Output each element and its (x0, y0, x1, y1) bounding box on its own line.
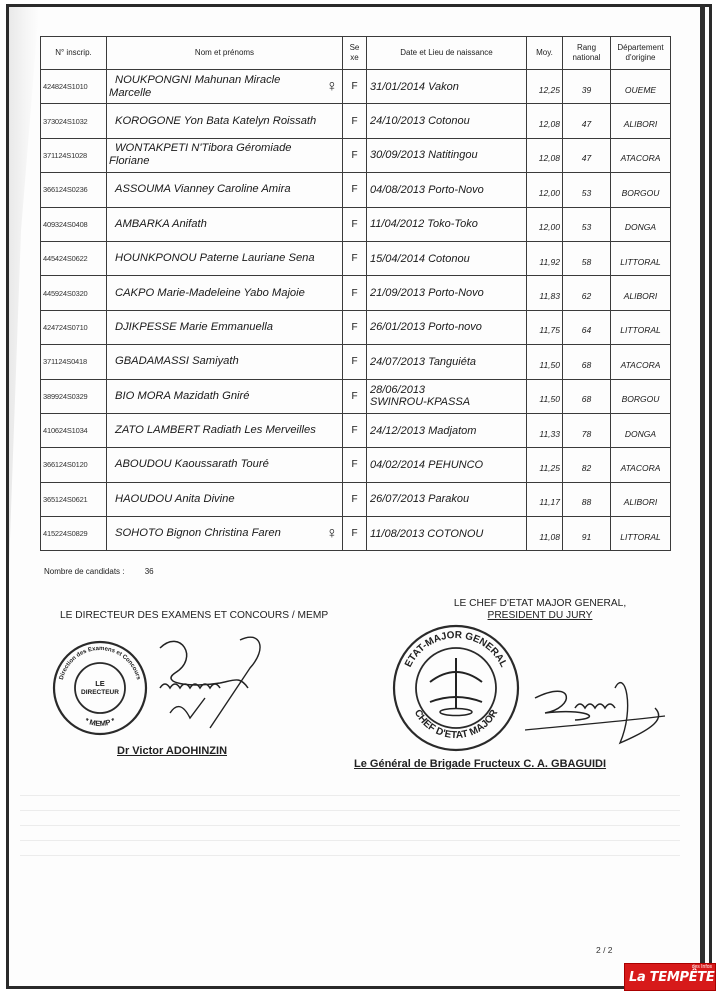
right-title-line-1: LE CHEF D'ETAT MAJOR GENERAL, (453, 598, 627, 609)
sex: F (343, 448, 367, 482)
birth-date-line-1: 04/08/2013 Porto-Novo (370, 183, 484, 196)
department: LITTORAL (611, 241, 671, 275)
average-score: 11,92 (527, 241, 563, 275)
candidate-count (44, 567, 154, 576)
director-stamp-le: LE (95, 679, 105, 688)
national-rank: 47 (563, 104, 611, 138)
chief-stamp-rings (392, 624, 520, 752)
candidate-name-line-1: SOHOTO Bignon Christina Faren (115, 527, 281, 540)
candidate-name (107, 70, 343, 104)
table-row (41, 241, 671, 275)
la-tempete-logo (624, 963, 716, 991)
candidate-name-wrap (115, 424, 338, 437)
birth-date-line-1: 24/12/2013 Madjatom (370, 424, 477, 437)
birth-date-place (367, 276, 527, 310)
candidate-name-line-1: DJIKPESSE Marie Emmanuella (115, 320, 273, 333)
department: ALIBORI (611, 482, 671, 516)
director-stamp-directeur: DIRECTEUR (81, 689, 119, 696)
birth-date-place (367, 482, 527, 516)
average-score: 11,33 (527, 413, 563, 447)
table-row (41, 207, 671, 241)
candidate-name-text (109, 73, 322, 100)
candidate-name-wrap (115, 287, 338, 300)
logo-text: La TEMPÊTE (629, 970, 715, 985)
chief-signature (525, 668, 675, 748)
table-row (41, 276, 671, 310)
table-body (41, 70, 671, 551)
chief-stamp-ring-bottom: CHEF D'ETAT MAJOR (411, 707, 501, 742)
birth-date-line-1: 11/08/2013 COTONOU (370, 527, 484, 540)
candidate-name (107, 345, 343, 379)
sex: F (343, 70, 367, 104)
national-rank: 64 (563, 310, 611, 344)
table-row (41, 104, 671, 138)
candidate-name-text (115, 390, 338, 403)
birth-date-place (367, 173, 527, 207)
candidate-name-line-1: CAKPO Marie-Madeleine Yabo Majoie (115, 286, 305, 299)
department: DONGA (611, 207, 671, 241)
registration-number: 415224S0829 (41, 517, 107, 551)
candidate-name-wrap (109, 142, 338, 168)
candidate-name-line-1: ZATO LAMBERT Radiath Les Merveilles (115, 424, 316, 437)
candidate-name (107, 448, 343, 482)
candidate-name-wrap (115, 390, 338, 403)
candidate-name-line-1: NOUKPONGNI Mahunan Miracle (115, 73, 281, 86)
sex: F (343, 241, 367, 275)
sex: F (343, 345, 367, 379)
candidate-name-line-1: ABOUDOU Kaoussarath Touré (115, 458, 269, 471)
director-stamp-center (76, 664, 124, 712)
header-average: Moy. (527, 37, 563, 70)
header-department: Département d'origine (611, 37, 671, 70)
registration-number: 366124S0236 (41, 173, 107, 207)
candidate-name-wrap (115, 493, 338, 506)
national-rank: 88 (563, 482, 611, 516)
average-score: 11,50 (527, 345, 563, 379)
registration-number: 410624S1034 (41, 413, 107, 447)
candidate-name-text (115, 287, 338, 300)
birth-date-place (367, 241, 527, 275)
sex: F (343, 104, 367, 138)
birth-date-line-1: 24/10/2013 Cotonou (370, 115, 470, 128)
candidate-name-line-1: ASSOUMA Vianney Caroline Amira (115, 183, 291, 196)
sex: F (343, 173, 367, 207)
candidate-name-line-1: AMBARKA Anifath (115, 217, 207, 230)
table-row (41, 70, 671, 104)
faded-text-area (20, 795, 680, 870)
birth-date-place (367, 138, 527, 172)
registration-number: 445924S0320 (41, 276, 107, 310)
average-score: 11,25 (527, 448, 563, 482)
average-score: 11,17 (527, 482, 563, 516)
average-score: 12,00 (527, 207, 563, 241)
header-rank: Rang national (563, 37, 611, 70)
birth-date-line-1: 15/04/2014 Cotonou (370, 252, 470, 265)
average-score: 11,08 (527, 517, 563, 551)
department: DONGA (611, 413, 671, 447)
birth-date-line-1: 24/07/2013 Tanguiéta (370, 355, 477, 368)
female-symbol-icon: ♀ (326, 77, 338, 95)
table-row (41, 517, 671, 551)
sex: F (343, 310, 367, 344)
average-score: 12,25 (527, 70, 563, 104)
candidate-name (107, 276, 343, 310)
table-row (41, 482, 671, 516)
national-rank: 78 (563, 413, 611, 447)
candidate-name-line-2: Marcelle (109, 86, 152, 99)
candidate-name (107, 310, 343, 344)
candidate-name-text (115, 493, 338, 506)
candidate-name (107, 104, 343, 138)
candidate-name-wrap (109, 73, 338, 100)
birth-date-line-2: SWINROU-KPASSA (370, 396, 471, 409)
birth-date-place (367, 345, 527, 379)
scan-edge (700, 4, 705, 964)
chief-of-staff-stamp (392, 624, 520, 752)
national-rank: 68 (563, 379, 611, 413)
department: OUEME (611, 70, 671, 104)
candidate-name-text (115, 183, 338, 196)
director-signature (150, 628, 270, 738)
registration-number: 373024S1032 (41, 104, 107, 138)
candidate-name-wrap (115, 218, 338, 231)
registration-number: 371124S1028 (41, 138, 107, 172)
candidate-name (107, 207, 343, 241)
sex: F (343, 482, 367, 516)
candidate-name-wrap (115, 115, 338, 128)
header-birth: Date et Lieu de naissance (367, 37, 527, 70)
candidate-name-text (115, 527, 322, 540)
average-score: 12,00 (527, 173, 563, 207)
average-score: 12,08 (527, 104, 563, 138)
candidate-name-wrap (115, 252, 338, 265)
average-score: 11,83 (527, 276, 563, 310)
candidate-name-line-1: KOROGONE Yon Bata Katelyn Roissath (115, 114, 317, 127)
table-row (41, 138, 671, 172)
left-signatory-title: LE DIRECTEUR DES EXAMENS ET CONCOURS / MEMP (60, 610, 329, 621)
director-stamp (52, 640, 148, 736)
birth-date-line-1: 04/02/2014 PEHUNCO (370, 458, 484, 471)
candidate-count-label: Nombre de candidats : (44, 567, 125, 576)
table-row (41, 413, 671, 447)
candidate-name-line-2: Floriane (109, 155, 150, 168)
sex: F (343, 517, 367, 551)
logo-superscript: des Infos (691, 964, 712, 970)
registration-number: 424824S1010 (41, 70, 107, 104)
director-stamp-memp: * MEMP * (83, 715, 117, 729)
department: ATACORA (611, 448, 671, 482)
department: ATACORA (611, 138, 671, 172)
table-row (41, 173, 671, 207)
candidate-name-line-1: WONTAKPETI N'Tibora Géromiade (115, 142, 292, 155)
birth-date-place (367, 104, 527, 138)
candidate-name (107, 138, 343, 172)
registration-number: 424724S0710 (41, 310, 107, 344)
candidate-name-text (115, 355, 338, 368)
birth-date-line-1: 28/06/2013 (370, 384, 426, 397)
registration-number: 371124S0418 (41, 345, 107, 379)
table-row (41, 448, 671, 482)
birth-date-place (367, 310, 527, 344)
candidate-name-text (115, 218, 338, 231)
birth-date-place (367, 448, 527, 482)
registration-number: 365124S0621 (41, 482, 107, 516)
sex: F (343, 138, 367, 172)
candidate-name-wrap (115, 526, 338, 542)
female-symbol-icon: ♀ (326, 524, 338, 542)
header-name: Nom et prénoms (107, 37, 343, 70)
candidate-name-line-1: GBADAMASSI Samiyath (115, 355, 239, 368)
birth-date-place (367, 413, 527, 447)
candidate-name-text (115, 321, 338, 334)
header-sex: Se xe (343, 37, 367, 70)
page-number: 2 / 2 (596, 945, 613, 955)
candidate-name-line-1: HOUNKPONOU Paterne Lauriane Sena (115, 252, 315, 265)
results-table (40, 36, 671, 551)
chief-stamp-ring-top: ETAT-MAJOR GENERAL (403, 629, 509, 670)
table-row (41, 345, 671, 379)
registration-number: 366124S0120 (41, 448, 107, 482)
candidate-name (107, 413, 343, 447)
candidate-name (107, 517, 343, 551)
candidate-name-text (115, 115, 338, 128)
birth-date-place (367, 207, 527, 241)
national-rank: 58 (563, 241, 611, 275)
birth-date-line-1: 11/04/2012 Toko-Toko (370, 218, 478, 231)
national-rank: 62 (563, 276, 611, 310)
sex: F (343, 413, 367, 447)
candidate-name (107, 241, 343, 275)
national-rank: 39 (563, 70, 611, 104)
director-stamp-ring-text: Direction des Examens et Concours (58, 645, 142, 681)
birth-date-line-1: 26/01/2013 Porto-novo (370, 321, 482, 334)
national-rank: 68 (563, 345, 611, 379)
header-registration: N° inscrip. (41, 37, 107, 70)
average-score: 12,08 (527, 138, 563, 172)
national-rank: 53 (563, 207, 611, 241)
department: LITTORAL (611, 310, 671, 344)
birth-date-line-1: 21/09/2013 Porto-Novo (370, 287, 484, 300)
candidate-name (107, 173, 343, 207)
birth-date-line-1: 26/07/2013 Parakou (370, 493, 470, 506)
candidate-name-text (115, 252, 338, 265)
national-rank: 91 (563, 517, 611, 551)
birth-date-place (367, 379, 527, 413)
department: ALIBORI (611, 276, 671, 310)
chief-name: Le Général de Brigade Fructeux C. A. GBAGUIDI (354, 758, 607, 770)
birth-date-line-1: 31/01/2014 Vakon (370, 80, 459, 93)
registration-number: 445424S0622 (41, 241, 107, 275)
candidate-count-value: 36 (144, 567, 154, 576)
table-row (41, 379, 671, 413)
birth-date-place (367, 70, 527, 104)
table-row (41, 310, 671, 344)
department: ATACORA (611, 345, 671, 379)
sex: F (343, 276, 367, 310)
bow-emblem-icon (430, 658, 482, 716)
candidate-name-text (115, 424, 338, 437)
average-score: 11,50 (527, 379, 563, 413)
birth-date-line-1: 30/09/2013 Natitingou (370, 149, 478, 162)
average-score: 11,75 (527, 310, 563, 344)
registration-number: 409324S0408 (41, 207, 107, 241)
department: BORGOU (611, 379, 671, 413)
table-header-row (41, 37, 671, 70)
candidate-name-wrap (115, 321, 338, 334)
national-rank: 47 (563, 138, 611, 172)
candidate-name-line-1: BIO MORA Mazidath Gniré (115, 389, 250, 402)
national-rank: 53 (563, 173, 611, 207)
right-title-line-2: PRESIDENT DU JURY (487, 610, 593, 621)
right-signatory-title (410, 598, 670, 622)
candidate-name-wrap (115, 458, 338, 471)
birth-date-place (367, 517, 527, 551)
candidate-name-wrap (115, 355, 338, 368)
candidate-name (107, 482, 343, 516)
registration-number: 389924S0329 (41, 379, 107, 413)
candidate-name-wrap (115, 183, 338, 196)
sex: F (343, 379, 367, 413)
sex: F (343, 207, 367, 241)
candidate-name-line-1: HAOUDOU Anita Divine (115, 492, 235, 505)
director-name: Dr Victor ADOHINZIN (117, 745, 228, 757)
candidate-name-text (109, 142, 338, 168)
department: LITTORAL (611, 517, 671, 551)
candidate-name-text (115, 458, 338, 471)
national-rank: 82 (563, 448, 611, 482)
department: BORGOU (611, 173, 671, 207)
department: ALIBORI (611, 104, 671, 138)
candidate-name (107, 379, 343, 413)
